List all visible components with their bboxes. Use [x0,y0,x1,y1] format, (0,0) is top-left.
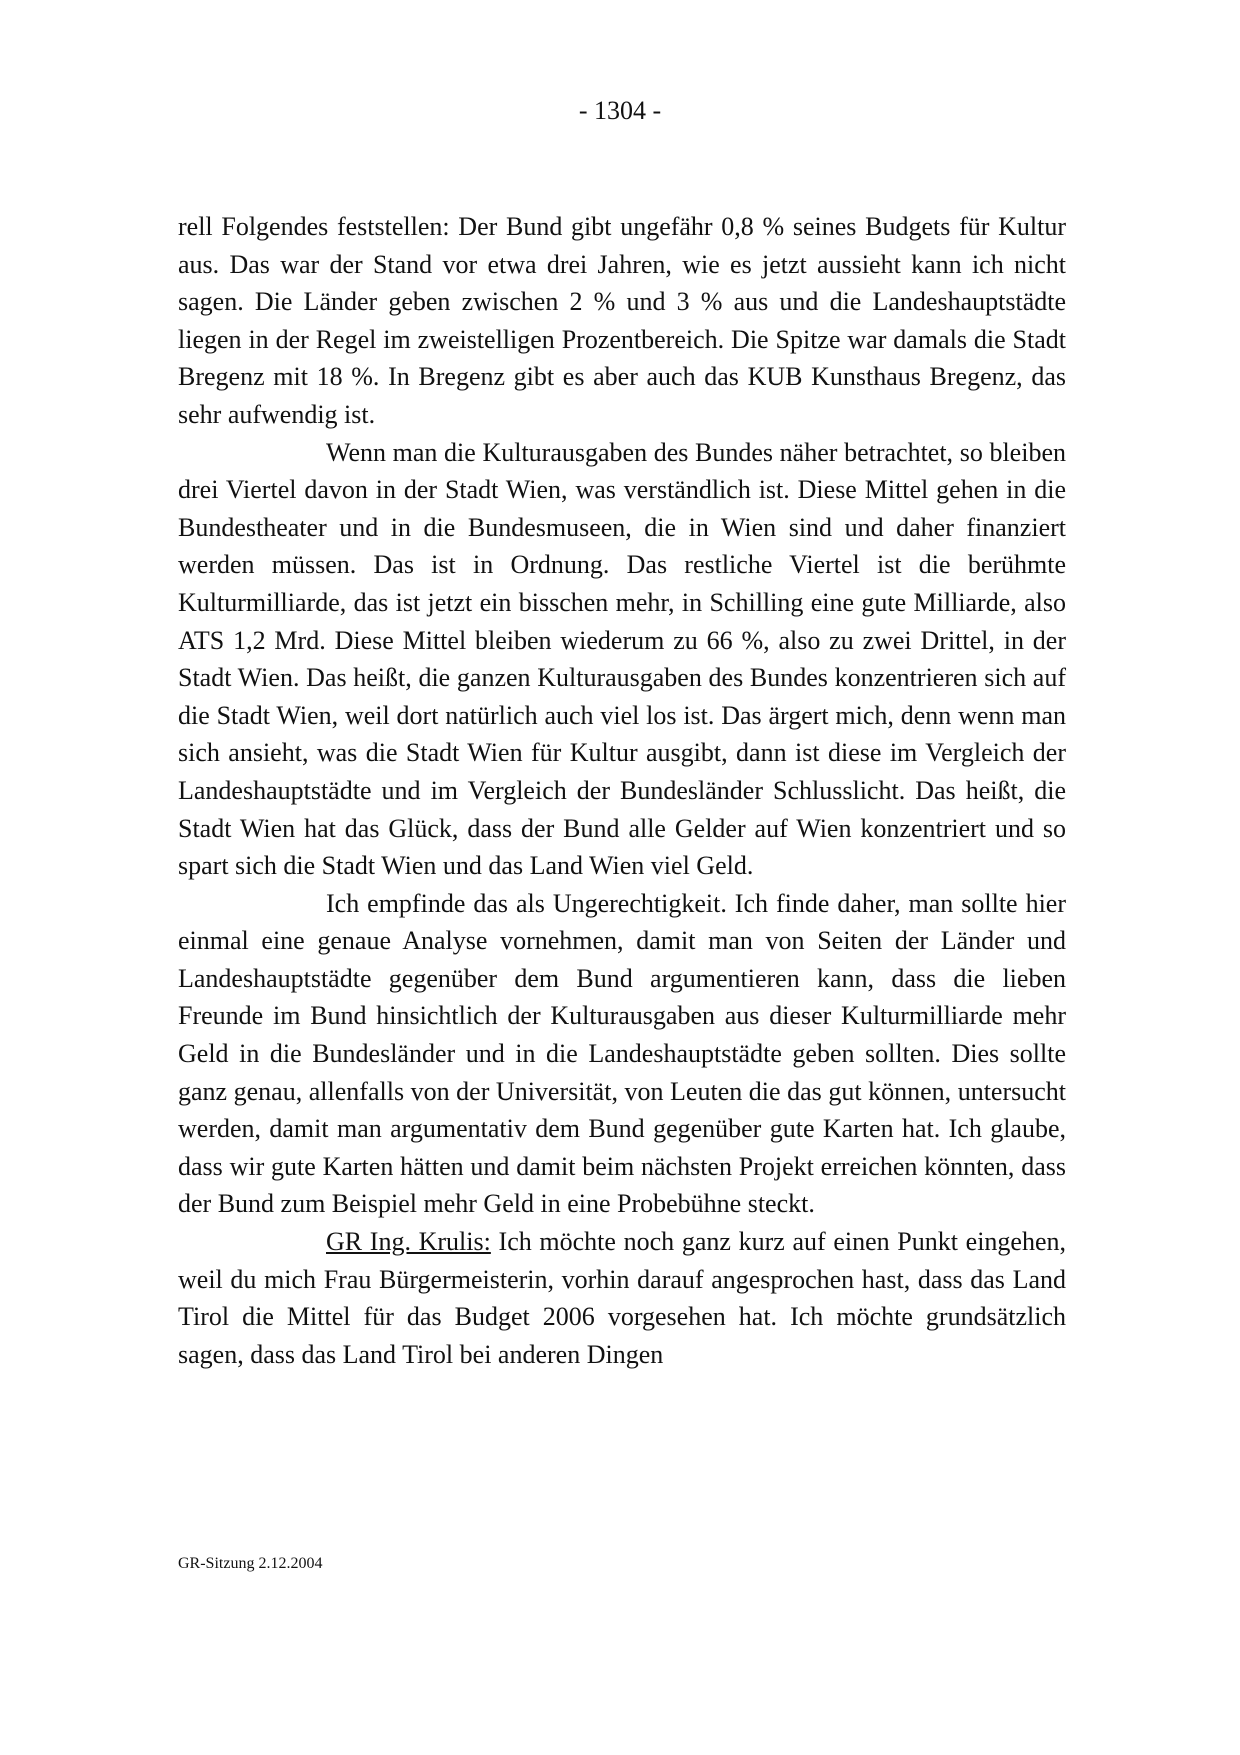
paragraph-1: rell Folgendes feststellen: Der Bund gibt ungefähr 0,8 % seines Budgets für Kultur aus. Das war der Stand vor etwa drei Jahren, wie es jetzt aussieht kann ich nicht sagen. Die Länder geben zwischen 2 % und 3 % aus und die Landeshauptstädte liegen in der Regel im zweistelligen Prozentbereich. Die Spitze war damals die Stadt Bregenz mit 18 %. In Bregenz gibt es aber auch das KUB Kunsthaus Bregenz, das sehr aufwendig ist. [178,212,1066,429]
paragraph-2: Wenn man die Kulturausgaben des Bundes näher betrachtet, so bleiben drei Viertel davon in der Stadt Wien, was verständlich ist. Diese Mittel gehen in die Bundestheater und in die Bundesmuseen, die in Wien sind und daher finanziert werden müssen. Das ist in Ordnung. Das restliche Viertel ist die berühmte Kulturmilliarde, das ist jetzt ein bisschen mehr, in Schilling eine gute Milliarde, also ATS 1,2 Mrd. Diese Mittel bleiben wiederum zu 66 %, also zu zwei Drittel, in der Stadt Wien. Das heißt, die ganzen Kulturausgaben des Bundes konzentrieren sich auf die Stadt Wien, weil dort natürlich auch viel los ist. Das ärgert mich, denn wenn man sich ansieht, was die Stadt Wien für Kultur ausgibt, dann ist diese im Vergleich der Landeshauptstädte und im Vergleich der Bundesländer Schlusslicht. Das heißt, die Stadt Wien hat das Glück, dass der Bund alle Gelder auf Wien konzentriert und so spart sich die Stadt Wien und das Land Wien viel Geld. [178,437,1066,881]
footer-session-label: GR-Sitzung 2.12.2004 [178,1555,323,1572]
paragraph-4-text: Ich möchte noch ganz kurz auf einen Punkt eingehen, weil du mich Frau Bürgermeisterin, vorhin darauf angesprochen hast, dass das Land Tirol die Mittel für das Budget 2006 vorgesehen hat. Ich möchte grundsätzlich sagen, dass das Land Tirol bei anderen Dingen [178,1227,1067,1369]
page-number: - 1304 - [578,96,662,125]
document-body [178,208,1066,1373]
paragraph-4 [178,1223,1066,1373]
speaker-name: GR Ing. Krulis: [326,1227,491,1257]
paragraph-3: Ich empfinde das als Ungerechtigkeit. Ich finde daher, man sollte hier einmal eine genaue Analyse vornehmen, damit man von Seiten der Länder und Landeshauptstädte gegenüber dem Bund argumentieren kann, dass die lieben Freunde im Bund hinsichtlich der Kulturausgaben aus dieser Kulturmilliarde mehr Geld in die Bundesländer und in die Landeshauptstädte geben sollten. Dies sollte ganz genau, allenfalls von der Universität, von Leuten die das gut können, untersucht werden, damit man argumentativ dem Bund gegenüber gute Karten hat. Ich glaube, dass wir gute Karten hätten und damit beim nächsten Projekt erreichen könnten, dass der Bund zum Beispiel mehr Geld in eine Probebühne steckt. [178,888,1066,1219]
